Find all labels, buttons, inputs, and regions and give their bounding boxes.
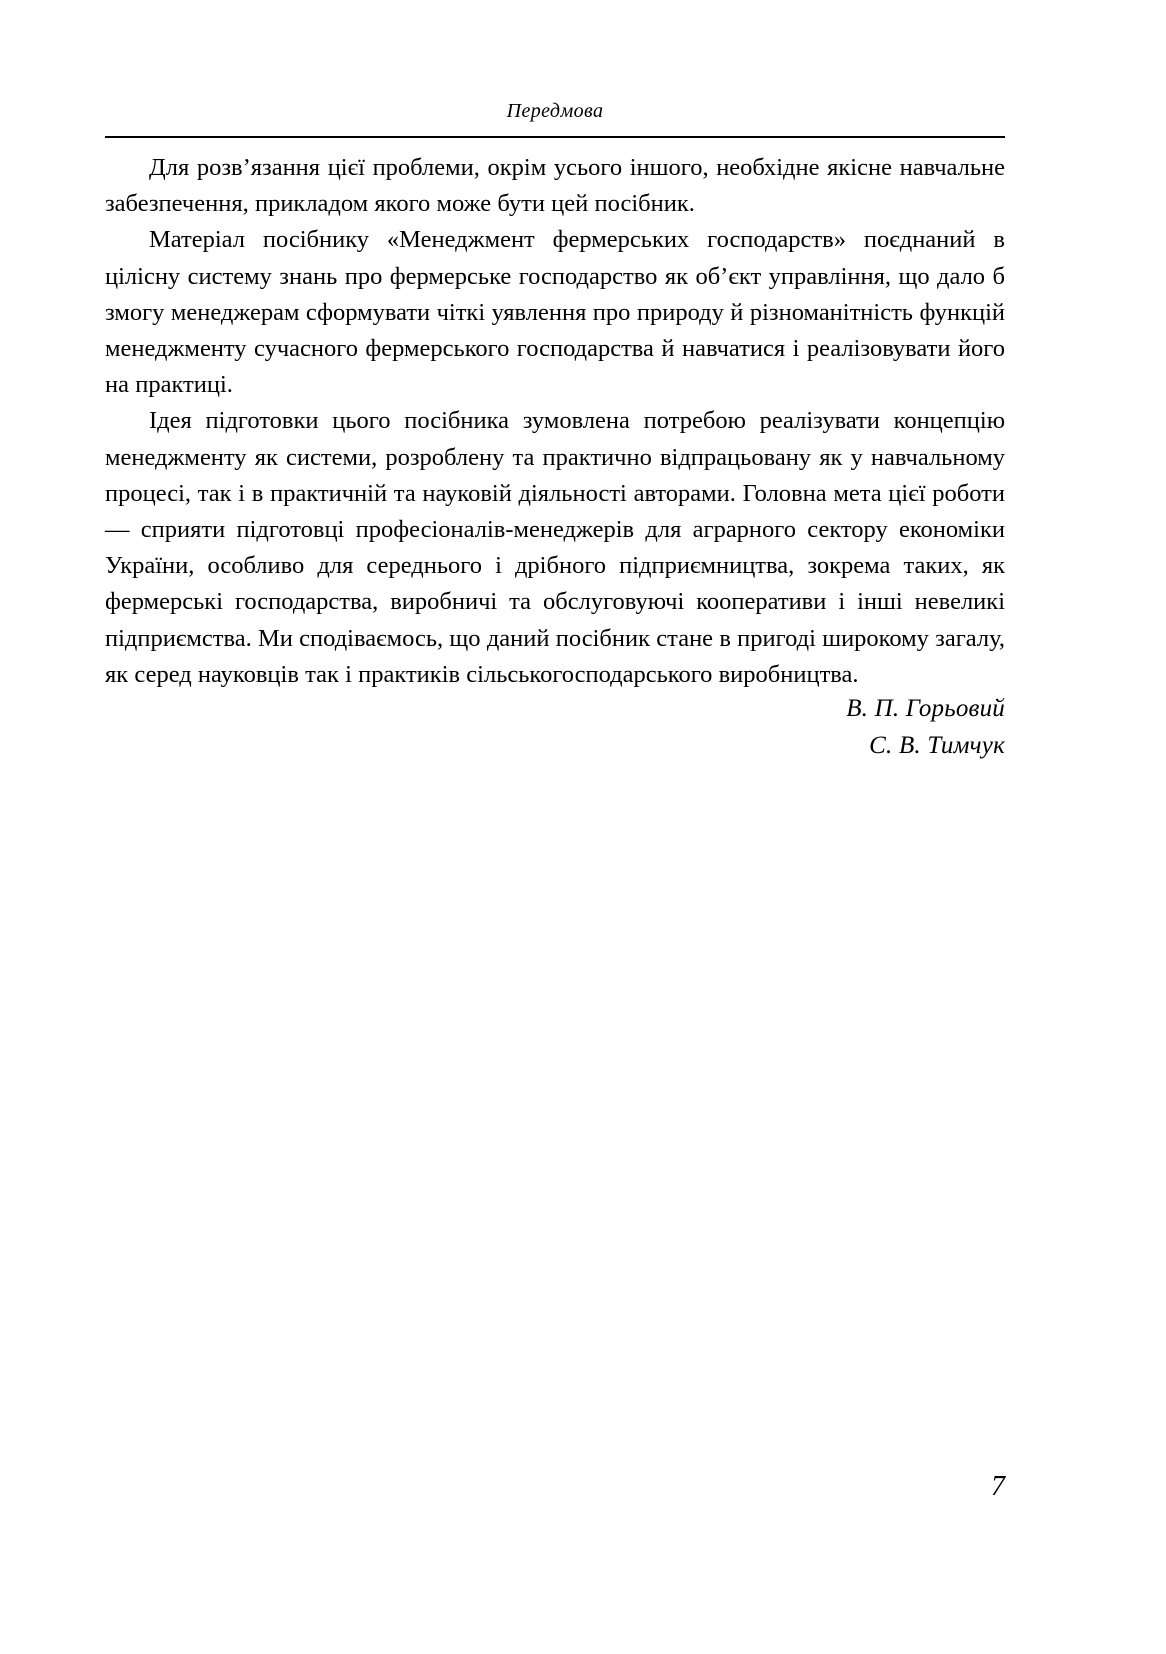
- body-text-column: [105, 150, 1005, 693]
- header-divider-rule: [105, 136, 1005, 138]
- body-paragraph: Ідея підготовки цього посібника зумовлена потребою реалізувати концепцію менеджменту як системи, розроблену та практично відпрацьовану як у навчальному процесі, так і в практичній та науковій діяльності авторами. Головна мета цієї роботи — сприяти підготовці професіоналів-менеджерів для аграрного сектору економіки України, особливо для середнього і дрібного підприємництва, зокрема таких, як фермерські господарства, виробничі та обслуговуючі кооперативи і інші невеликі підприємства. Ми сподіваємось, що даний посібник стане в пригоді широкому загалу, як серед науковців так і практиків сільськогосподарського виробництва.: [105, 407, 1005, 688]
- running-head-title: Передмова: [506, 100, 604, 122]
- page-number: 7: [991, 1471, 1005, 1502]
- signature-author-name: С. В. Тимчук: [869, 732, 1005, 759]
- signature-author-name: В. П. Горьовий: [846, 695, 1005, 722]
- body-paragraph: Для розв’язання цієї проблеми, окрім усього іншого, необхідне якісне навчальне забезпечення, прикладом якого може бути цей посібник.: [105, 154, 1005, 218]
- signature-block: [105, 690, 1005, 764]
- body-paragraph: Матеріал посібнику «Менеджмент фермерських господарств» поєднаний в цілісну систему знань про фермерське господарство як об’єкт управління, що дало б змогу менеджерам сформувати чіткі уявлення про природу й різноманітність функцій менеджменту сучасного фермерського господарства й навчатися і реалізовувати його на практиці.: [105, 226, 1005, 399]
